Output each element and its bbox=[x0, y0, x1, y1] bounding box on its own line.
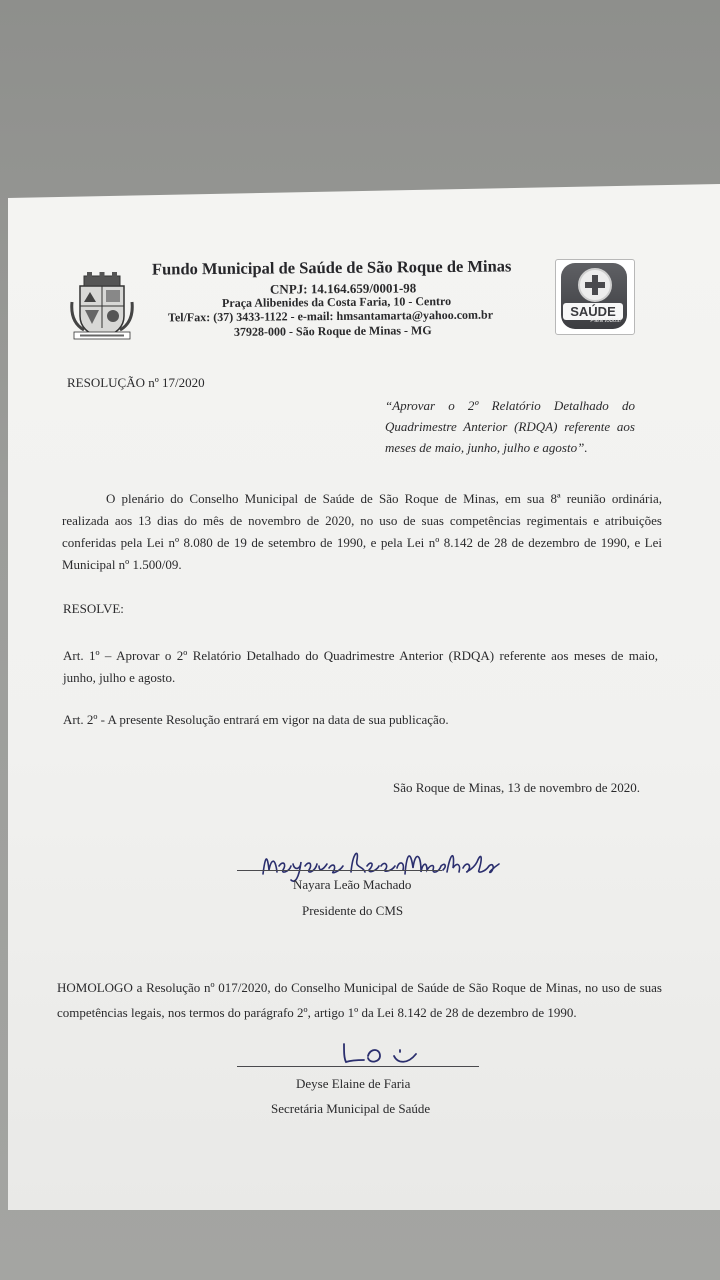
resolution-number: RESOLUÇÃO nº 17/2020 bbox=[67, 375, 205, 390]
header-cnpj: CNPJ: 14.164.659/0001-98 bbox=[269, 280, 417, 297]
article-1: Art. 1º – Aprovar o 2º Relatório Detalhado do Quadrimestre Anterior (RDQA) referente aos meses de maio, junho, julho e agosto. bbox=[63, 648, 658, 685]
signature-2-role: Secretária Municipal de Saúde bbox=[271, 1101, 431, 1116]
signature-1-line bbox=[237, 870, 442, 871]
header-address: Praça Alibenides da Costa Faria, 10 - Centro bbox=[221, 294, 452, 310]
resolution-ementa: “Aprovar o 2º Relatório Detalhado do Quadrimestre Anterior (RDQA) referente aos meses de maio, junho, julho e agosto”. bbox=[385, 398, 635, 455]
signature-1-role: Presidente do CMS bbox=[302, 903, 404, 918]
signature-2-line bbox=[237, 1066, 479, 1067]
signature-2-handwriting bbox=[330, 1036, 440, 1068]
municipal-coat-of-arms-icon bbox=[70, 272, 134, 342]
saude-badge bbox=[561, 263, 627, 329]
saude-logo-word: SAÚDE bbox=[563, 303, 623, 320]
medical-cross-icon bbox=[578, 268, 612, 302]
preamble-paragraph: O plenário do Conselho Municipal de Saúde de São Roque de Minas, em sua 8ª reunião ordinária, realizada aos 13 dias do mês de novembro de 2020, no uso de suas competências regimentais e atribuições conferidas pela Lei nº 8.080 de 19 de setembro de 1990, e pela Lei nº 8.142 de 28 de dezembro de 1990, e Lei Municipal nº 1.500/09. bbox=[62, 491, 662, 572]
homologation-paragraph: HOMOLOGO a Resolução nº 017/2020, do Conselho Municipal de Saúde de São Roque de Minas, no uso de suas competências legais, nos termos do parágrafo 2º, artigo 1º da Lei 8.142 de 28 de dezembro de 1990. bbox=[57, 980, 662, 1020]
header-cep-city: 37928-000 - São Roque de Minas - MG bbox=[233, 323, 432, 339]
header-tel-email: Tel/Fax: (37) 3433-1122 - e-mail: hmsantamarta@yahoo.com.br bbox=[167, 307, 494, 325]
article-2: Art. 2º - A presente Resolução entrará em vigor na data de sua publicação. bbox=[63, 712, 449, 727]
resolve-label: RESOLVE: bbox=[63, 601, 124, 616]
place-date: São Roque de Minas, 13 de novembro de 2020. bbox=[393, 780, 640, 795]
saude-logo-tagline: Para todos! bbox=[590, 318, 621, 324]
saude-logo bbox=[555, 259, 635, 335]
signature-1-name: Nayara Leão Machado bbox=[293, 877, 412, 892]
signature-2-name: Deyse Elaine de Faria bbox=[296, 1076, 411, 1091]
header-org-name: Fundo Municipal de Saúde de São Roque de Minas bbox=[151, 256, 512, 279]
